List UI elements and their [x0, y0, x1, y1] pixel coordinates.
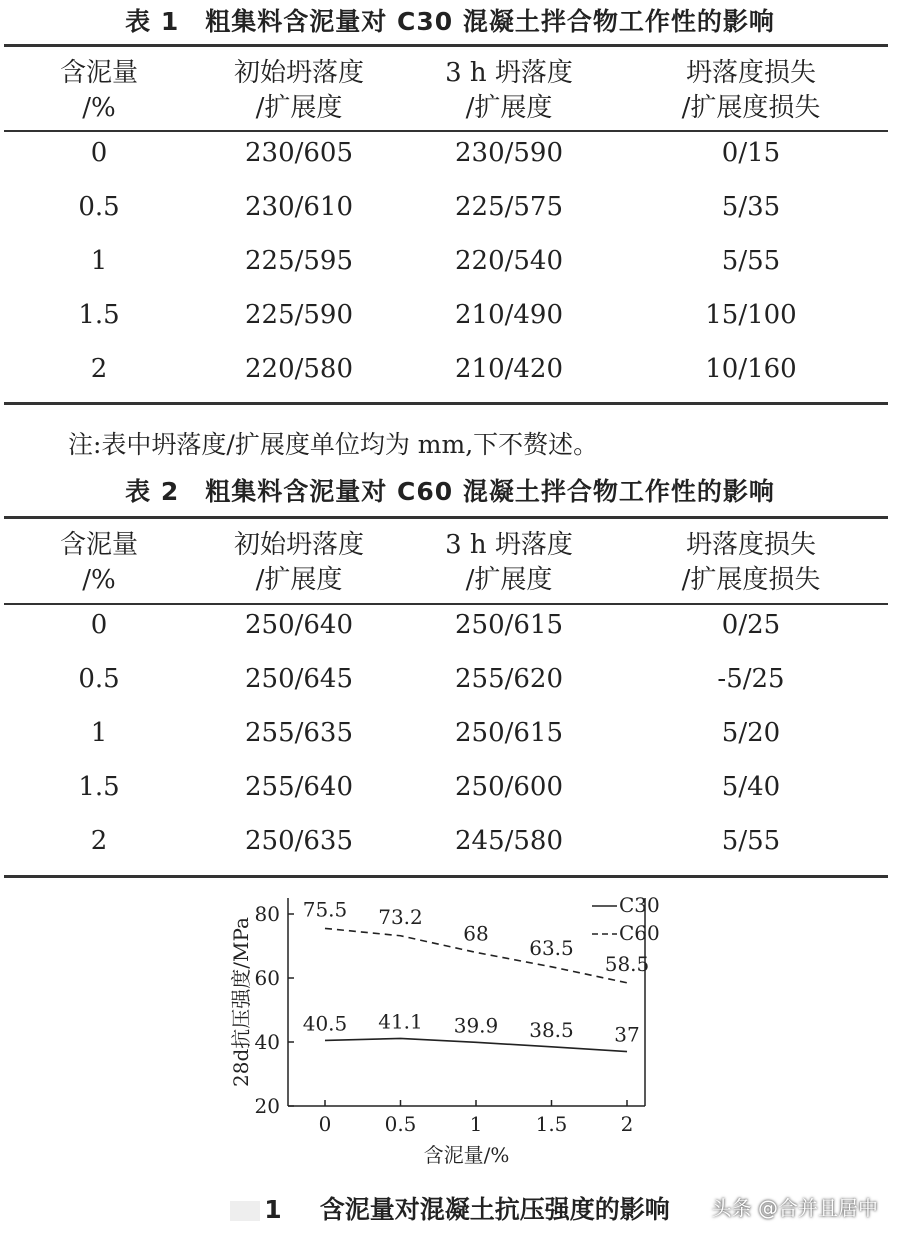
table-cell: 210/490 [454, 300, 563, 330]
table-cell: 1.5 [78, 772, 120, 802]
table1-header-rule [4, 130, 888, 132]
table1-header-cell: 坍落度损失 /扩展度损失 [681, 58, 821, 123]
table-cell: 225/575 [454, 192, 563, 222]
table1-header-cell: 初始坍落度 /扩展度 [233, 58, 364, 123]
table1-top-rule [4, 44, 888, 47]
data-label-c30: 37 [614, 1022, 640, 1047]
table2-header-cell: 坍落度损失 /扩展度损失 [681, 530, 821, 595]
table-cell: -5/25 [717, 664, 785, 694]
table-cell: 250/615 [454, 610, 563, 640]
y-tick-label: 80 [254, 902, 280, 926]
table-cell: 1.5 [78, 300, 120, 330]
table-row [4, 180, 888, 234]
table-cell: 230/610 [244, 192, 353, 222]
table-cell: 1 [90, 718, 108, 748]
strength-line-chart [0, 880, 900, 1180]
table-cell: 210/420 [454, 354, 563, 384]
table2-top-rule [4, 516, 888, 519]
table-cell: 0 [90, 138, 108, 168]
y-tick-label: 40 [254, 1030, 280, 1054]
table1-header-cell: 3 h 坍落度 /扩展度 [445, 58, 573, 123]
table-cell: 0.5 [78, 192, 120, 222]
table-cell: 245/580 [454, 826, 563, 856]
table-cell: 255/620 [454, 664, 563, 694]
table-cell: 5/20 [721, 718, 781, 748]
table2-label: 表 2 [125, 477, 180, 506]
table2-bottom-rule [4, 875, 888, 878]
table-cell: 250/635 [244, 826, 353, 856]
table-row [4, 652, 888, 706]
table-cell: 250/600 [454, 772, 563, 802]
table2-header-cell: 3 h 坍落度 /扩展度 [445, 530, 573, 595]
table-cell: 15/100 [705, 300, 797, 330]
table2 [4, 528, 888, 868]
x-tick-label: 1.5 [535, 1112, 568, 1136]
table-cell: 1 [90, 246, 108, 276]
table-cell: 5/35 [721, 192, 781, 222]
table-row [4, 598, 888, 652]
table-cell: 0.5 [78, 664, 120, 694]
table2-header-cell: 含泥量 /% [59, 530, 138, 595]
table-cell: 230/605 [244, 138, 353, 168]
table1-body [4, 126, 888, 396]
table-row [4, 126, 888, 180]
y-tick-label: 60 [254, 966, 280, 990]
table-cell: 5/55 [721, 826, 781, 856]
data-label-c30: 38.5 [529, 1017, 574, 1042]
table-cell: 2 [90, 354, 108, 384]
table-note: 注:表中坍落度/扩展度单位均为 mm,下不赘述。 [68, 430, 599, 459]
table1-label: 表 1 [125, 7, 180, 36]
table-cell: 5/55 [721, 246, 781, 276]
legend-label-c30: C30 [619, 893, 660, 917]
table-cell: 2 [90, 826, 108, 856]
table1-bottom-rule [4, 402, 888, 405]
series-line-c30 [325, 1038, 627, 1051]
table-row [4, 234, 888, 288]
table2-header-cell: 初始坍落度 /扩展度 [233, 530, 364, 595]
table-cell: 220/580 [244, 354, 353, 384]
table2-header [4, 528, 888, 598]
data-label-c30: 41.1 [378, 1009, 423, 1034]
table-cell: 230/590 [454, 138, 563, 168]
data-label-c30: 40.5 [302, 1011, 348, 1036]
figure-number: 1 [264, 1195, 282, 1224]
table-cell: 250/615 [454, 718, 563, 748]
table-row [4, 342, 888, 396]
table-row [4, 814, 888, 868]
y-axis-label: 28d抗压强度/MPa [229, 917, 253, 1087]
table-row [4, 760, 888, 814]
table-cell: 255/635 [244, 718, 353, 748]
x-tick-label: 0.5 [384, 1112, 417, 1136]
table1-header-cell: 含泥量 /% [59, 58, 138, 123]
table-cell: 0/15 [721, 138, 781, 168]
data-label-c60: 75.5 [302, 897, 348, 922]
x-tick-label: 2 [620, 1112, 634, 1136]
table2-caption [0, 472, 900, 508]
table2-title: 粗集料含泥量对 C60 混凝土拌合物工作性的影响 [205, 477, 775, 506]
table-cell: 10/160 [705, 354, 797, 384]
table-cell: 5/40 [721, 772, 781, 802]
chart-marks [303, 897, 650, 1051]
y-tick-label: 20 [254, 1094, 280, 1118]
table-cell: 250/645 [244, 664, 353, 694]
table-cell: 225/590 [244, 300, 353, 330]
figure-label-mask [230, 1201, 260, 1221]
table1-title: 粗集料含泥量对 C30 混凝土拌合物工作性的影响 [205, 7, 775, 36]
table-row [4, 706, 888, 760]
table-cell: 220/540 [454, 246, 563, 276]
table-cell: 0/25 [721, 610, 781, 640]
data-label-c60: 58.5 [604, 951, 650, 976]
table-cell: 225/595 [244, 246, 353, 276]
x-tick-label: 1 [469, 1112, 483, 1136]
table2-header-rule [4, 603, 888, 605]
table2-body [4, 598, 888, 868]
table-cell: 0 [90, 610, 108, 640]
table1 [4, 56, 888, 396]
x-tick-label: 0 [318, 1112, 332, 1136]
table-cell: 250/640 [244, 610, 353, 640]
x-axis-label: 含泥量/% [423, 1143, 510, 1167]
data-label-c60: 63.5 [529, 935, 574, 960]
data-label-c60: 73.2 [378, 904, 423, 929]
watermark: 头条 @合并且居中 [711, 1196, 878, 1220]
figure-title: 含泥量对混凝土抗压强度的影响 [319, 1195, 670, 1224]
data-label-c30: 39.9 [453, 1013, 499, 1038]
data-label-c60: 68 [463, 921, 489, 946]
legend-label-c60: C60 [619, 921, 660, 945]
table1-header [4, 56, 888, 126]
table-row [4, 288, 888, 342]
table1-caption [0, 2, 900, 38]
table-cell: 255/640 [244, 772, 353, 802]
